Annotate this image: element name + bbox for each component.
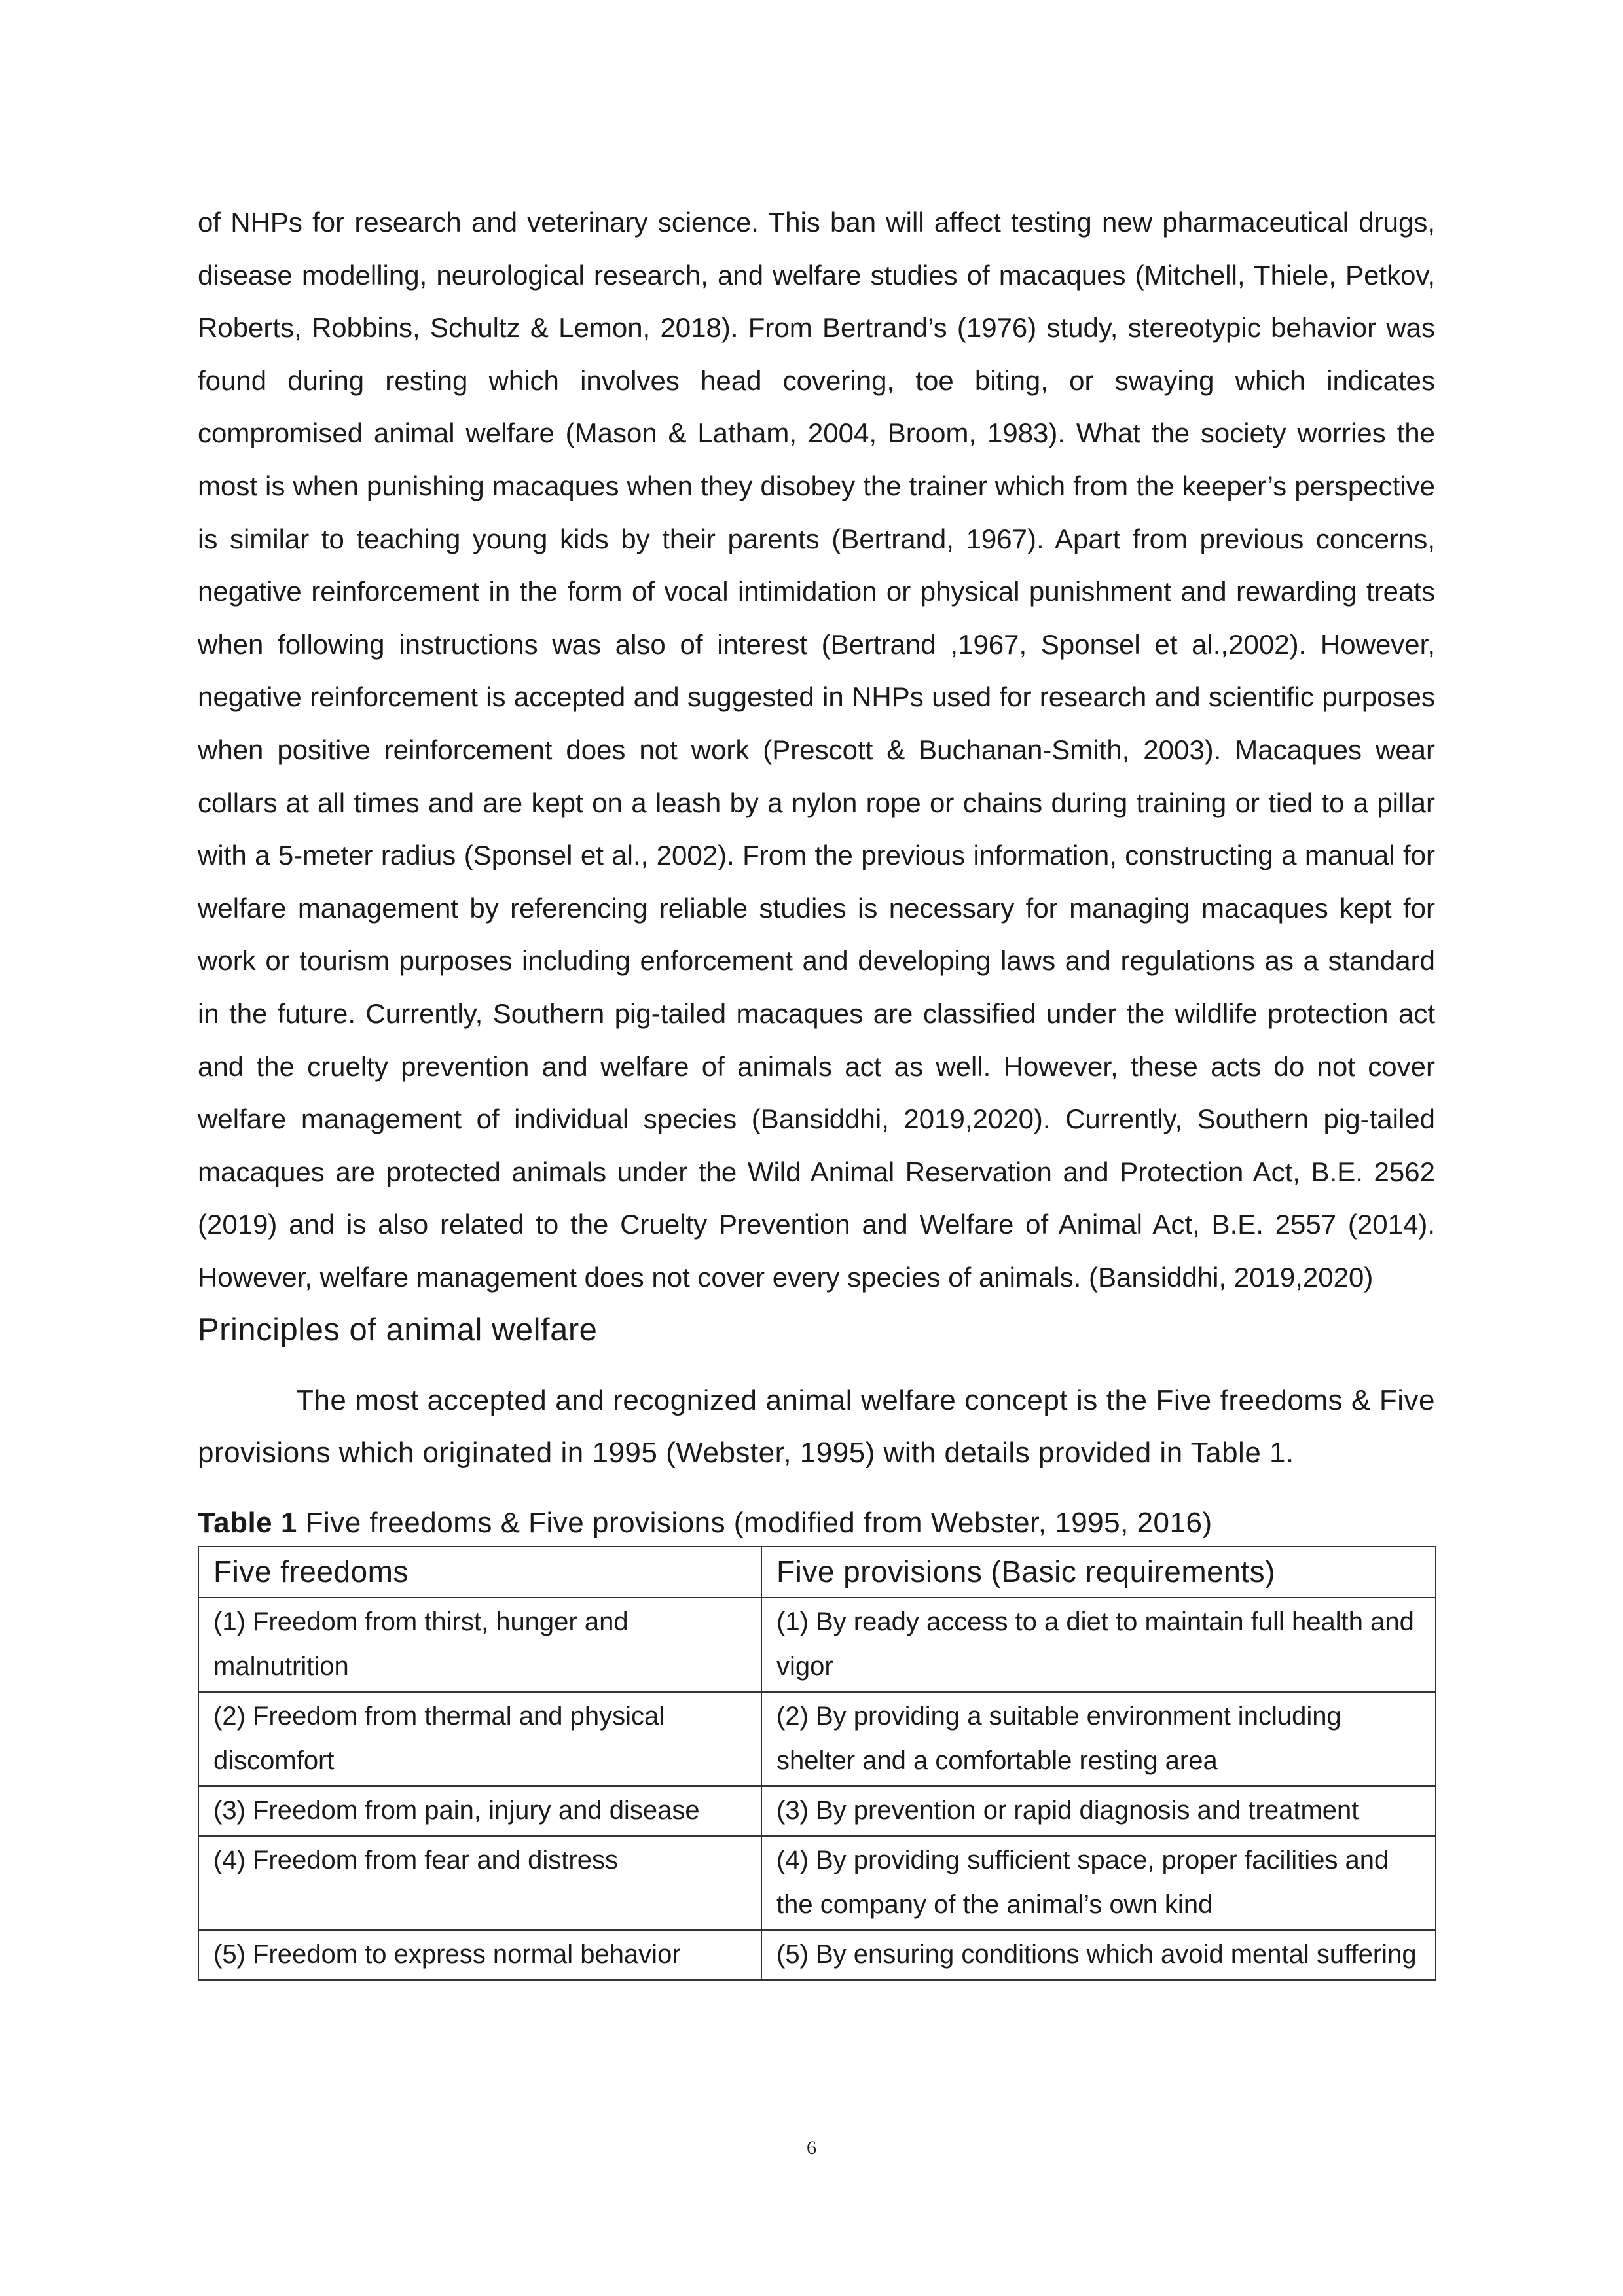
table-caption-label: Table 1 [198, 1507, 297, 1539]
table-cell: (1) Freedom from thirst, hunger and malnutrition [198, 1598, 761, 1692]
page-number: 6 [807, 2137, 816, 2159]
table-cell: (5) By ensuring conditions which avoid mental suffering [761, 1930, 1436, 1980]
five-freedoms-table [198, 1546, 1436, 1981]
table-row [198, 1930, 1436, 1980]
table-row [198, 1692, 1436, 1786]
table-row [198, 1598, 1436, 1692]
table-cell: (4) By providing sufficient space, proper facilities and the company of the animal’s own kind [761, 1836, 1436, 1930]
table-cell: (1) By ready access to a diet to maintain full health and vigor [761, 1598, 1436, 1692]
body-paragraph: of NHPs for research and veterinary science. This ban will affect testing new pharmaceutical drugs, disease modelling, neurological research, and welfare studies of macaques (Mitchell, Thiele, Petkov, Roberts, Robbins, Schultz & Lemon, 2018). From Bertrand’s (1976) study, stereotypic behavior was found during resting which involves head covering, toe biting, or swaying which indicates compromised animal welfare (Mason & Latham, 2004, Broom, 1983). What the society worries the most is when punishing macaques when they disobey the trainer which from the keeper’s perspective is similar to teaching young kids by their parents (Bertrand, 1967). Apart from previous concerns, negative reinforcement in the form of vocal intimidation or physical punishment and rewarding treats when following instructions was also of interest (Bertrand ,1967, Sponsel et al.,2002). However, negative reinforcement is accepted and suggested in NHPs used for research and scientific purposes when positive reinforcement does not work (Prescott & Buchanan-Smith, 2003). Macaques wear collars at all times and are kept on a leash by a nylon rope or chains during training or tied to a pillar with a 5-meter radius (Sponsel et al., 2002). From the previous information, constructing a manual for welfare management by referencing reliable studies is necessary for managing macaques kept for work or tourism purposes including enforcement and developing laws and regulations as a standard in the future. Currently, Southern pig-tailed macaques are classified under the wildlife protection act and the cruelty prevention and welfare of animals act as well. However, these acts do not cover welfare management of individual species (Bansiddhi, 2019,2020). Currently, Southern pig-tailed macaques are protected animals under the Wild Animal Reservation and Protection Act, B.E. 2562 (2019) and is also related to the Cruelty Prevention and Welfare of Animal Act, B.E. 2557 (2014). However, welfare management does not cover every species of animals. (Bansiddhi, 2019,2020) [198, 207, 1435, 1293]
table-cell: (5) Freedom to express normal behavior [198, 1930, 761, 1980]
section-heading: Principles of animal welfare [198, 1312, 598, 1348]
table-header-row [198, 1547, 1436, 1598]
table-caption [198, 1503, 1435, 1543]
table-cell: (3) Freedom from pain, injury and disease [198, 1786, 761, 1836]
table-cell: (3) By prevention or rapid diagnosis and treatment [761, 1786, 1436, 1836]
table-cell: (4) Freedom from fear and distress [198, 1836, 761, 1930]
table-cell: (2) By providing a suitable environment including shelter and a comfortable resting area [761, 1692, 1436, 1786]
page-content [198, 196, 1435, 1981]
section-intro-paragraph: The most accepted and recognized animal welfare concept is the Five freedoms & Five provisions which originated in 1995 (Webster, 1995) with details provided in Table 1. [198, 1384, 1435, 1469]
table-row [198, 1836, 1436, 1930]
table-row [198, 1786, 1436, 1836]
table-caption-text: Five freedoms & Five provisions (modified from Webster, 1995, 2016) [297, 1507, 1213, 1539]
table-header-cell: Five freedoms [198, 1547, 761, 1598]
table-header-cell: Five provisions (Basic requirements) [761, 1547, 1436, 1598]
table-cell: (2) Freedom from thermal and physical discomfort [198, 1692, 761, 1786]
